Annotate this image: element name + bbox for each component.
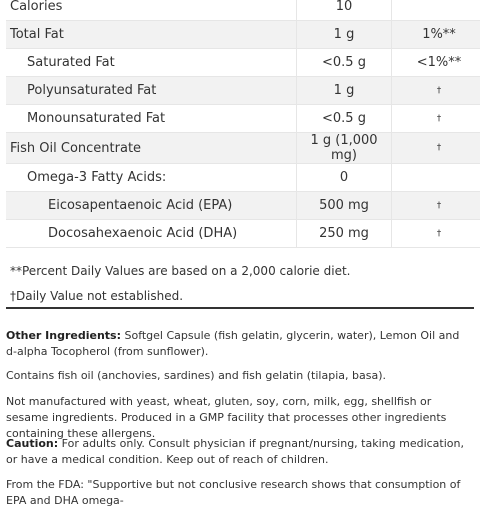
- nutrient-name: Total Fat: [6, 21, 297, 49]
- nutrient-row: [6, 21, 480, 49]
- section-divider: [6, 307, 474, 309]
- nutrient-name: Calories: [6, 0, 297, 21]
- nutrient-daily-value: †: [392, 105, 480, 133]
- nutrient-amount: 10: [297, 0, 392, 21]
- other-ingredients: [6, 328, 472, 360]
- nutrient-row: [6, 105, 480, 133]
- nutrient-name: Monounsaturated Fat: [6, 105, 297, 133]
- nutrient-daily-value: †: [392, 133, 480, 164]
- percent-dv-footnote: **Percent Daily Values are based on a 2,000 calorie diet.: [10, 264, 350, 278]
- nutrient-name: Omega-3 Fatty Acids:: [6, 164, 297, 192]
- nutrient-name: Saturated Fat: [6, 49, 297, 77]
- nutrient-name: Eicosapentaenoic Acid (EPA): [6, 192, 297, 220]
- nutrient-amount: <0.5 g: [297, 49, 392, 77]
- nutrient-amount: 500 mg: [297, 192, 392, 220]
- contains-statement: Contains fish oil (anchovies, sardines) and fish gelatin (tilapia, basa).: [6, 368, 472, 384]
- caution-statement: [6, 436, 472, 468]
- dv-not-established-footnote: †Daily Value not established.: [10, 289, 183, 303]
- supplement-facts-panel: [0, 0, 480, 248]
- nutrient-amount: 1 g (1,000 mg): [297, 133, 392, 164]
- caution-text: For adults only. Consult physician if pregnant/nursing, taking medication, or have a medical condition. Keep out of reach of children.: [6, 437, 464, 466]
- nutrient-amount: 1 g: [297, 21, 392, 49]
- nutrient-daily-value: †: [392, 220, 480, 248]
- nutrient-daily-value: [392, 164, 480, 192]
- nutrient-name: Docosahexaenoic Acid (DHA): [6, 220, 297, 248]
- nutrient-amount: 1 g: [297, 77, 392, 105]
- nutrient-daily-value: <1%**: [392, 49, 480, 77]
- caution-label: Caution:: [6, 437, 58, 450]
- nutrient-daily-value: [392, 0, 480, 21]
- nutrient-name: Fish Oil Concentrate: [6, 133, 297, 164]
- allergen-statement: Not manufactured with yeast, wheat, gluten, soy, corn, milk, egg, shellfish or sesame ingredients. Produced in a GMP facility that processes other ingredients containing these allergens.: [6, 394, 472, 442]
- other-ingredients-label: Other Ingredients:: [6, 329, 121, 342]
- nutrient-daily-value: †: [392, 192, 480, 220]
- nutrient-amount: 0: [297, 164, 392, 192]
- nutrient-row: [6, 49, 480, 77]
- nutrient-daily-value: 1%**: [392, 21, 480, 49]
- nutrient-row: [6, 77, 480, 105]
- nutrient-row: [6, 164, 480, 192]
- nutrient-amount: <0.5 g: [297, 105, 392, 133]
- nutrient-row: [6, 133, 480, 164]
- nutrient-amount: 250 mg: [297, 220, 392, 248]
- nutrient-daily-value: †: [392, 77, 480, 105]
- fda-statement: From the FDA: "Supportive but not conclusive research shows that consumption of EPA and DHA omega-: [6, 477, 472, 509]
- nutrient-row: [6, 192, 480, 220]
- nutrient-row: [6, 220, 480, 248]
- nutrition-table: [6, 0, 480, 248]
- nutrient-row: [6, 0, 480, 21]
- nutrient-name: Polyunsaturated Fat: [6, 77, 297, 105]
- other-ingredients-text: Softgel Capsule (fish gelatin, glycerin, water), Lemon Oil and d-alpha Tocopherol (from sunflower).: [6, 329, 459, 358]
